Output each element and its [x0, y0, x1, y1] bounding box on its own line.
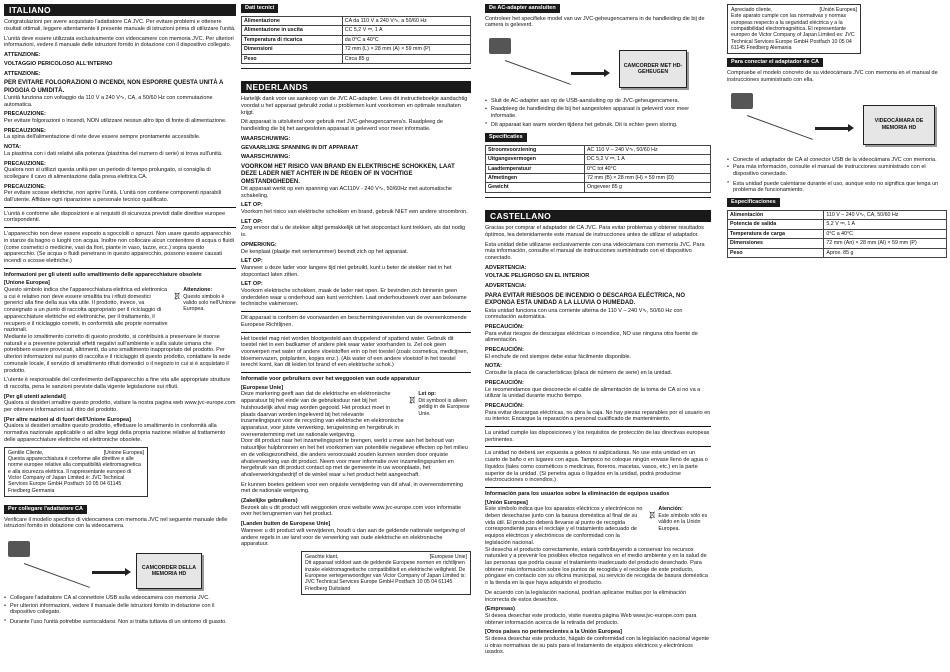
- caution-text: Para evitar riesgos de descargas eléctricas o incendios, NO use ninguna otra fuente de alimentación.: [485, 330, 698, 344]
- table-cell: Alimentazione in uscita: [242, 26, 343, 35]
- caution-heading: PRECAUCIÓN:: [485, 323, 524, 330]
- caution-heading: PRECAUZIONE:: [4, 127, 46, 134]
- box-greeting: Geachte klant,: [305, 553, 339, 560]
- table-cell: Circa 85 g: [342, 54, 470, 63]
- list-item: • Sluit de AC-adapter aan op de USB-aansluiting op de JVC-geheugencamera.: [485, 98, 711, 105]
- business-users-heading: (Empresas): [485, 606, 515, 613]
- disposal-heading: Información para los usuarios sobre la eliminación de equipos usados: [485, 490, 670, 497]
- table-cell: Temperatura di ricarica: [242, 35, 343, 44]
- business-users-text: Qualora si desideri smaltire questo prodotto, visitare la nostra pagina web www.jvc-europe.com per ottenere informazioni sul ritiro del prodotto.: [4, 400, 236, 414]
- ac-adapter-icon: [731, 93, 753, 109]
- non-eu-text: Si desea desechar este producto, hágalo de conformidad con la legislación nacional vigente u otras normativas de su país para el tratamiento de equipos eléctricos y electrónicos usados.: [485, 636, 710, 656]
- box-region: [Unione Europea]: [103, 449, 144, 456]
- section-tag-connect: Para conectar el adaptador de CA: [727, 58, 823, 67]
- warning-text: VOORKOM HET RISICO VAN BRAND EN ELEKTRISCHE SCHOKKEN, LAAT DEZE LADER NIET ACHTER IN DE REGEN OF IN VOCHTIGE OMSTANDIGHEDEN.: [241, 163, 455, 185]
- caution-heading: PRECAUZIONE:: [4, 183, 46, 190]
- box-region: [Europese Unie]: [429, 553, 467, 560]
- table-cell: 5,2 V ⎓, 1 A: [824, 220, 947, 229]
- disposal-text: Questo simbolo indica che l'apparecchiatura elettrica ed elettronica a cui è relativo non deve essere smaltita tra i rifiuti domestici generici alla fine della sua vita utile. Il prodotto, invece, va consegnato a un punto di raccolta appropriato per il riciclaggio di apparecchiature elettriche ed elettroniche, per il trattamento, il recupero e il riciclaggio corretti, in conformità alle proprie normative nazionali.: [4, 287, 168, 334]
- table-cell: Aprox. 85 g: [824, 248, 947, 257]
- disposal-text: Si desecha el producto correctamente, estará contribuyendo a conservar los recursos naturales y a prevenir los posibles efectos negativos en el medio ambiente y en la salud de las personas que podría causar el tratamiento inadecuado del producto desechado. Para obtener más información sobre los puntos de recogida y el reciclaje de este producto, póngase en contacto con su oficina municipal, su servicio de recogida de basura doméstica o la tienda en la que haya adquirido el producto.: [485, 546, 708, 587]
- voltage-text: Dit apparaat werkt op een spanning van AC110V - 240 V∿, 50/60Hz met automatische schakeling.: [241, 185, 452, 199]
- caution-heading: PRECAUZIONE:: [4, 111, 46, 118]
- caution-heading: LET OP:: [241, 202, 263, 209]
- crossed-out-wheelie-bin-icon: [174, 287, 180, 305]
- table-row: [242, 45, 471, 54]
- intro-paragraph: Esta unidad debe utilizarse exclusivamente con una videocámara con memoria JVC. Para más información, consulte el manual de instrucciones suministrado con el dispositivo conectado.: [485, 241, 705, 262]
- connect-text: Compruebe el modelo concreto de su videocámara JVC con memoria en el manual de instrucciones suministrado con ella.: [727, 70, 938, 83]
- table-cell: Afmetingen: [486, 173, 585, 182]
- caution-text: Le recomendamos que desconecte el cable de alimentación de la toma de CA si no va a utilizar la unidad durante mucho tiempo.: [485, 386, 701, 400]
- table-row: [486, 145, 711, 154]
- caution-text: Voorkom het risico van elektrische schokken en brand, gebruik NIET een andere stroombron.: [241, 209, 468, 215]
- compliance-text: Dit apparaat is conform de voorwaarden en beschermingsvereisten van de overeenkomende Europese Richtlijnen.: [241, 315, 467, 328]
- arrow-right-icon: [815, 127, 849, 130]
- table-cell: Alimentazione: [242, 16, 343, 25]
- intro-paragraph: Dit apparaat is uitsluitend voor gebruik met JVC-geheugencamera's. Raadpleeg de handleiding die bij het aangesloten apparaat is geleverd voor meer informatie.: [241, 119, 443, 133]
- warning-heading: ATTENZIONE:: [4, 52, 41, 59]
- connect-text: Verificare il modello specifico di videocamera con memoria JVC nel seguente manuale delle istruzioni fornito in dotazione con la videocamera.: [4, 516, 228, 530]
- table-cell: Alimentación: [728, 210, 824, 219]
- table-row: [486, 173, 711, 182]
- table-cell: da 0°C a 40°C: [342, 35, 470, 44]
- table-cell: Dimensiones: [728, 239, 824, 248]
- column-nederlands: [241, 4, 471, 668]
- customer-notice-box: [4, 447, 148, 497]
- table-cell: Stroomvoorziening: [486, 145, 585, 154]
- language-header-nederlands: NEDERLANDS: [241, 81, 471, 93]
- footnote: * Esta unidad puede calentarse durante el uso, aunque esto no significa que tenga un problema de funcionamiento.: [727, 181, 947, 194]
- warning-heading: ATTENZIONE:: [4, 70, 41, 77]
- box-greeting: Apreciado cliente,: [731, 7, 773, 13]
- specs-table-italiano: [241, 16, 471, 64]
- non-eu-heading: [Otros países no pertenecientes a la Unión Europea]: [485, 629, 622, 636]
- voltage-text: Esta unidad funciona con una corriente alterna de 110 V – 240 V∿, 50/60 Hz con conmutación automática.: [485, 307, 683, 321]
- table-cell: 0°C tot 40°C: [585, 164, 711, 173]
- disposal-text: L'utente è responsabile del conferimento dell'apparecchio a fine vita alle appropriate strutture di raccolta, pena le sanzioni previste dalla vigente legislazione sui rifiuti.: [4, 377, 231, 390]
- note-text: Consulte la placa de características (placa de número de serie) en la unidad.: [485, 370, 673, 377]
- intro-paragraph: Hartelijk dank voor uw aankoop van de JVC AC-adapter. Lees dit instructieboekje aandachtig voordat u het apparaat gebruikt zodat u problemen kunt voorkomen en optimale resultaten krijgt.: [241, 96, 468, 116]
- table-cell: Gewicht: [486, 183, 585, 192]
- table-row: [728, 239, 947, 248]
- disposal-heading: Informatie voor gebruikers over het weggooien van oude apparatuur: [241, 376, 420, 383]
- intro-paragraph: Gracias por comprar el adaptador de CA JVC. Para evitar problemas y obtener resultados óptimos, lea detenidamente este manual de instrucciones antes de utilizar el adaptador.: [485, 225, 704, 238]
- note-heading: NOTA:: [485, 363, 503, 370]
- disposal-text: De acuerdo con la legislación nacional, podrían aplicarse multas por la eliminación incorrecta de estos desechos.: [485, 589, 687, 603]
- disposal-heading: Informazioni per gli utenti sullo smaltimento delle apparecchiature obsolete: [4, 271, 202, 278]
- water-warning-text: La unidad no deberá ser expuesta a goteos ni salpicaduras. No use esta unidad en un cuarto de baño o en lugares con agua. Tampoco no coloque ningún envase lleno de agua o líquidos (tales como cosméticos o medicinas, floreros, macetas, vasos, etc.) en la parte superior de la unidad. (Si penetra agua o líquidos en la unidad, podrá producirse electrocuciones o incendios.): [485, 450, 708, 484]
- table-row: [728, 248, 947, 257]
- water-warning-text: Het toestel mag niet worden blootgesteld aan druppelend of spattend water. Gebruik dit toestel niet in een badkamer of andere plek waar water voorhanden is. Zet ook geen voorwerpen met water of andere vloeistoffen erin op het toestel (zoals cosmetica, medicijnen, bloemenvazen, potplanten, kopjes enz.). (Als water of een andere vloeistof in het toestel terecht komt, kan dit leiden tot brand of een elektrische schok.): [241, 335, 469, 369]
- note-text: La piastrina con i dati relativi alla potenza (piastrina del numero di serie) si trova sull'unità.: [4, 150, 223, 157]
- caution-heading: LET OP:: [241, 281, 263, 288]
- note-text: De kenplaat (plaatje met serienummer) bevindt zich op het apparaat.: [241, 248, 409, 255]
- caution-text: Zorg ervoor dat u de stekker altijd gemakkelijk uit het stopcontact kunt trekken, als dat nodig is.: [241, 225, 466, 239]
- camcorder-label: CAMCORDER MET HD-GEHEUGEN: [623, 62, 683, 76]
- table-cell: Potencia de salida: [728, 220, 824, 229]
- arrow-right-icon: [571, 72, 605, 75]
- voltage-text: L'unità funziona con voltaggio da 110 V a 240 V∿, CA, a 50/60 Hz con commutazione automatica.: [4, 94, 213, 108]
- table-cell: CA da 110 V a 240 V∿, a 50/60 Hz: [342, 16, 470, 25]
- customer-notice-box: [727, 4, 861, 54]
- column-castellano-continued: [727, 4, 947, 668]
- bin-note-text: Este símbolo sólo es válido en la Unión Europea.: [658, 512, 708, 532]
- bin-note-text: Dit symbool is alleen geldig in de Europese Unie.: [418, 397, 470, 417]
- table-row: [242, 54, 471, 63]
- table-row: [242, 16, 471, 25]
- caution-heading: LET OP:: [241, 218, 263, 225]
- section-tag-specs: Especificaciones: [727, 198, 780, 207]
- customer-notice-box: [301, 551, 471, 595]
- table-row: [486, 183, 711, 192]
- table-cell: Peso: [728, 248, 824, 257]
- ac-adapter-icon: [489, 38, 511, 54]
- table-cell: CC 5,2 V ⎓, 1 A: [342, 26, 470, 35]
- specs-table-nederlands: [485, 145, 711, 193]
- warning-heading: WAARSCHUWING:: [241, 154, 291, 161]
- box-text: Dit apparaat voldoet aan de geldende Europese normen en richtlijnen inzake elektromagnetische compatibiliteit en elektrische veiligheid. De Europese vertegenwoordiger van Victor Company of Japan Limited is: JVC Technical Services Europe GmbH Postfach 10 05 04 61145 Friedberg Duitsland: [305, 560, 466, 592]
- business-users-text: Si desea desechar este producto, visite nuestra página Web www.jvc-europe.com para obtener información acerca de la retirada del producto.: [485, 612, 697, 626]
- arrow-right-icon: [92, 571, 126, 574]
- camcorder-label: CAMCORDER DELLA MEMORIA HD: [141, 564, 197, 578]
- table-row: [486, 155, 711, 164]
- column-castellano: [485, 4, 711, 668]
- caution-text: Wanneer u deze lader voor langere tijd niet gebruikt, kunt u beter de stekker niet in het stopcontact laten zitten.: [241, 264, 452, 278]
- warning-text: PER EVITARE FOLGORAZIONI O INCENDI, NON ESPORRE QUESTA UNITÀ A PIOGGIA O UMIDITÀ.: [4, 80, 224, 94]
- warning-text: PARA EVITAR RIESGOS DE INCENDIO O DESCARGA ELÉCTRICA, NO EXPONGA ESTA UNIDAD A LA LLUVIA O HUMEDAD.: [485, 292, 686, 307]
- language-header-castellano: CASTELLANO: [485, 210, 711, 222]
- compliance-text: L'unità è conforme alle disposizioni e ai requisiti di sicurezza previsti dalle direttive europee corrispondenti.: [4, 210, 226, 224]
- table-cell: AC 110 V – 240 V∿, 50/60 Hz: [585, 145, 711, 154]
- section-tag-specs: Specificaties: [485, 133, 527, 142]
- connect-text: Controleer het specifieke model van uw JVC-geheugencamera in de handleiding die bij de camera is geleverd.: [485, 15, 705, 29]
- warning-heading: WAARSCHUWING:: [241, 135, 291, 142]
- connection-figure: [727, 87, 947, 153]
- disposal-text: Er kunnen boetes geldeen voor een onjuiste verwijdering van dit afval, in overeenstemming met de nationale wetgeving.: [241, 481, 463, 495]
- box-greeting: Gentile Cliente,: [8, 449, 44, 456]
- caution-text: Voorkom elektrische schokken, maak de lader niet open. Er bevinden zich binnenin geen onderdelen waar u onderhoud aan kunt verrichten. Laat onderhoudswerk over aan bekwame technische vakmensen.: [241, 288, 467, 308]
- disposal-text: Mediante lo smaltimento corretto di questo prodotto, si contribuirà a preservare le risorse naturali e a prevenire potenziali effetti negativi sull'ambiente e sulla salute umana che potrebbero essere provocati, altrimenti, da uno smaltimento inappropriato del prodotto. Per ulteriori informazioni sul punto di raccolta e il riciclaggio di questo prodotto, contattare la sede comunale locale, il servizio di smaltimento rifiuti domestici o il negozio in cui si è acquistato il prodotto.: [4, 334, 231, 374]
- table-row: [242, 35, 471, 44]
- disposal-text: Door dit product naar het inzamelingspunt te brengen, werkt u mee aan het behoud van natuurlijke hulpbronnen en het het voorkomen van potentiële negatieve effecten op het milieu en de volksgezondheid, die anders veroorzaakt zouden kunnen worden door onjuiste afvalverwerking van dit product. Neem voor meer informatie over inzamelingspunten en hergebruik van dit product contact op met de gemeente in uw woonplaats, het afvalverwerkingsbedrijf of de winkel waar u het product hebt aangeschaft.: [241, 438, 468, 478]
- caution-text: Para evitar descargas eléctricas, no abra la caja. No hay piezas reparables por el usuario en su interior. Encargue la reparación a personal cualificado de mantenimiento.: [485, 409, 711, 423]
- connection-figure: [485, 32, 711, 94]
- table-cell: 72 mm (B) × 28 mm (H) × 59 mm (D): [585, 173, 711, 182]
- bin-note-heading: Atención:: [658, 506, 683, 513]
- box-region: [Unión Europea]: [819, 7, 857, 13]
- table-row: [728, 210, 947, 219]
- caution-text: Per evitare folgorazioni o incendi, NON utilizzare nessun altro tipo di fonte di alimentazione.: [4, 118, 227, 125]
- bin-note-heading: Let op:: [418, 391, 437, 398]
- intro-paragraph: Congratulazioni per avere acquistato l'adattatore CA JVC. Per evitare problemi e ottenere risultati ottimali, leggere attentamente il presente manuale di istruzioni prima di utilizzare l'unità.: [4, 19, 236, 33]
- ac-adapter-icon: [8, 541, 30, 557]
- caution-heading: PRECAUCIÓN:: [485, 347, 524, 354]
- table-row: [486, 164, 711, 173]
- footnote: * Durante l'uso l'unità potrebbe surriscaldarsi. Non si tratta tuttavia di un sintomo di guasto.: [4, 619, 236, 626]
- section-tag-connect: Per collegare l'adattatore CA: [4, 505, 87, 514]
- disposal-region: [Europese Unie]: [241, 384, 284, 391]
- bin-note-heading: Attenzione:: [183, 287, 213, 294]
- caution-heading: PRECAUCIÓN:: [485, 379, 524, 386]
- warning-text: GEVAARLIJKE SPANNING IN DIT APPARAAT: [241, 144, 359, 151]
- table-cell: 72 mm (L) × 28 mm (A) × 59 mm (P): [342, 45, 470, 54]
- table-cell: Laadtemperatuur: [486, 164, 585, 173]
- table-cell: 0°C a 40°C: [824, 229, 947, 238]
- crossed-out-wheelie-bin-icon: [409, 391, 415, 409]
- bin-note-text: Questo simbolo è valido solo nell'Unione Europea.: [183, 293, 236, 313]
- camcorder-label: VIDEOCÁMARA DE MEMORIA HD: [874, 118, 924, 131]
- disposal-region: [Unión Europea]: [485, 499, 528, 506]
- non-eu-text: Wanneer u dit product wilt verwijderen, houdt u dan aan de geldende nationale wetgeving of andere regels in uw land voor de verwerking van oude elektrische en elektronische apparatuur.: [241, 527, 465, 548]
- water-warning-text: L'apparecchio non deve essere esposto a sgocciolii o spruzzi. Non usare questo apparecchio in stanze da bagno o luoghi con acqua. Inoltre non collocare alcun contenitore di acqua o fluidi (come cosmetici o medicine, vasi da fiori, piante in vaso, tazze, ecc.) sopra questo apparecchio. (Se acqua o fluidi penetrano in questo apparecchio, possono essere causati incendi o scosse elettriche.): [4, 231, 234, 264]
- list-item: • Conecte el adaptador de CA al conector USB de la videocámara JVC con memoria.: [727, 157, 947, 164]
- disposal-text: Este símbolo indica que los aparatos eléctricos y electrónicos no deben desecharse junto con la basura doméstica al final de su vida útil. El producto deberá llevarse al punto de recogida correspondiente para el reciclaje y el tratamiento adecuado de equipos eléctricos y electrónicos de conformidad con la legislación nacional.: [485, 506, 643, 546]
- caution-text: Per evitare scosse elettriche, non aprire l'unità. L'unità non contiene componenti riparabili dall'utente. Affidare ogni riparazione a personale tecnico qualificato.: [4, 190, 222, 204]
- table-cell: 72 mm (An) × 28 mm (Al) × 59 mm (P): [824, 239, 947, 248]
- table-cell: Dimensioni: [242, 45, 343, 54]
- camcorder-icon: [619, 50, 687, 88]
- list-item: • Raadpleeg de handleiding die bij het aangesloten apparaat is geleverd voor meer informatie.: [485, 106, 711, 119]
- table-cell: Uitgangsvermogen: [486, 155, 585, 164]
- caution-heading: PRECAUZIONE:: [4, 160, 46, 167]
- list-item: • Para más información, consulte el manual de instrucciones suministrado con el dispositivo conectado.: [727, 164, 947, 177]
- table-cell: Peso: [242, 54, 343, 63]
- table-cell: Ongeveer 85 g: [585, 183, 711, 192]
- business-users-text: Bezoek als u dit product wilt weggooien onze website www.jvc-europe.com voor informatie over het terugnemen van het product.: [241, 504, 462, 518]
- compliance-text: La unidad cumple las disposiciones y los requisitos de protección de las directivas europeas pertinentes.: [485, 430, 710, 443]
- intro-paragraph: L'unità deve essere utilizzata esclusivamente con videocamere con memoria JVC. Per ulteriori informazioni, vedere il manuale delle istruzioni fornito in dotazione con il dispositivo collegato.: [4, 35, 234, 49]
- table-cell: Temperatura de carga: [728, 229, 824, 238]
- caution-heading: PRECAUCIÓN:: [485, 402, 524, 409]
- caution-text: Qualora non si utilizzi questa unità per un periodo di tempo prolungato, si consiglia di scollegare il cavo di alimentazione dalla presa elettrica CA.: [4, 167, 211, 180]
- table-cell: DC 5,2 V ⎓, 1 A: [585, 155, 711, 164]
- crossed-out-wheelie-bin-icon: [649, 506, 655, 524]
- business-users-heading: (Zakelijke gebruikers): [241, 498, 298, 505]
- business-users-heading: [Per gli utenti aziendali]: [4, 393, 66, 400]
- specs-table-castellano: [727, 210, 947, 258]
- list-item: • Collegare l'adattatore CA al connettore USB sulla videocamera con memoria JVC.: [4, 595, 236, 602]
- warning-text: VOLTAJE PELIGROSO EN EL INTERIOR: [485, 273, 590, 280]
- list-item: • Per ulteriori informazioni, vedere il manuale delle istruzioni fornito in dotazione con il dispositivo collegato.: [4, 603, 236, 616]
- warning-heading: ADVERTENCIA:: [485, 283, 527, 290]
- note-heading: NOTA:: [4, 144, 22, 151]
- camcorder-icon: [136, 553, 202, 589]
- table-row: [242, 26, 471, 35]
- caution-heading: LET OP:: [241, 258, 263, 265]
- section-tag-connect: De AC-adapter aansluiten: [485, 4, 560, 13]
- connection-figure: [4, 533, 236, 591]
- table-cell: 110 V – 240 V∿, CA, 50/60 Hz: [824, 210, 947, 219]
- section-tag-specs: Dati tecnici: [241, 4, 278, 13]
- disposal-text: Deze markering geeft aan dat de elektrische en elektronische apparatuur bij het einde van de gebruiksduur niet bij het huishoudelijk afval mag worden gegooid. Het product moet in plaats daarvan worden ingeleverd bij het relevante inzamelingspunt voor de recycling van elektrische en elektronische apparatuur, voor juiste verwerking, terugwinning en hergebruik in overeenstemming met uw nationale wetgeving.: [241, 391, 404, 438]
- table-row: [728, 229, 947, 238]
- note-heading: OPMERKING:: [241, 241, 277, 248]
- caution-text: El enchufe de red siempre debe estar fácilmente disponible.: [485, 353, 632, 360]
- non-eu-heading: [Landen buiten de Europese Unie]: [241, 521, 331, 528]
- non-eu-heading: [Per altre nazioni al di fuori dell'Unione Europea]: [4, 416, 131, 423]
- footnote: * Dit apparaat kan warm worden tijdens het gebruik. Dit is echter geen storing.: [485, 122, 711, 129]
- non-eu-text: Qualora si desideri smaltire questo prodotto, effettuare lo smaltimento in conformità alla normativa nazionale applicabile o ad altre leggi della propria nazione relative al trattamento delle apparecchiature elettriche ed elettroniche obsolete.: [4, 423, 226, 443]
- warning-heading: ADVERTENCIA:: [485, 264, 527, 271]
- box-text: Este aparato cumple con las normativas y normas europeas respecto a la seguridad eléctrica y a la compatibilidad electromagnética. El representante europeo de Victor Company of Japan Limited es: JVC Technical Services Europe GmbH Postfach 10 05 04 61145 Friedberg Alemania: [731, 13, 855, 52]
- box-text: Questa apparecchiatura è conforme alle direttive e alle norme europee relative alla compatibilità elettromagnetica e alla sicurezza elettrica. Il rappresentante europeo di Victor Company of Japan Limited è: JVC Technical Services Europe GmbH Postfach 10 05 04 61145 Friedberg Germania: [8, 455, 141, 494]
- table-row: [728, 220, 947, 229]
- disposal-region: [Unione Europea]: [4, 280, 50, 287]
- warning-text: VOLTAGGIO PERICOLOSO ALL'INTERNO: [4, 60, 113, 67]
- camcorder-icon: [863, 105, 935, 145]
- language-header-italiano: ITALIANO: [4, 4, 236, 16]
- column-italiano: [4, 4, 236, 668]
- caution-text: La spina dell'alimentazione di rete deve essere sempre prontamente accessibile.: [4, 134, 201, 141]
